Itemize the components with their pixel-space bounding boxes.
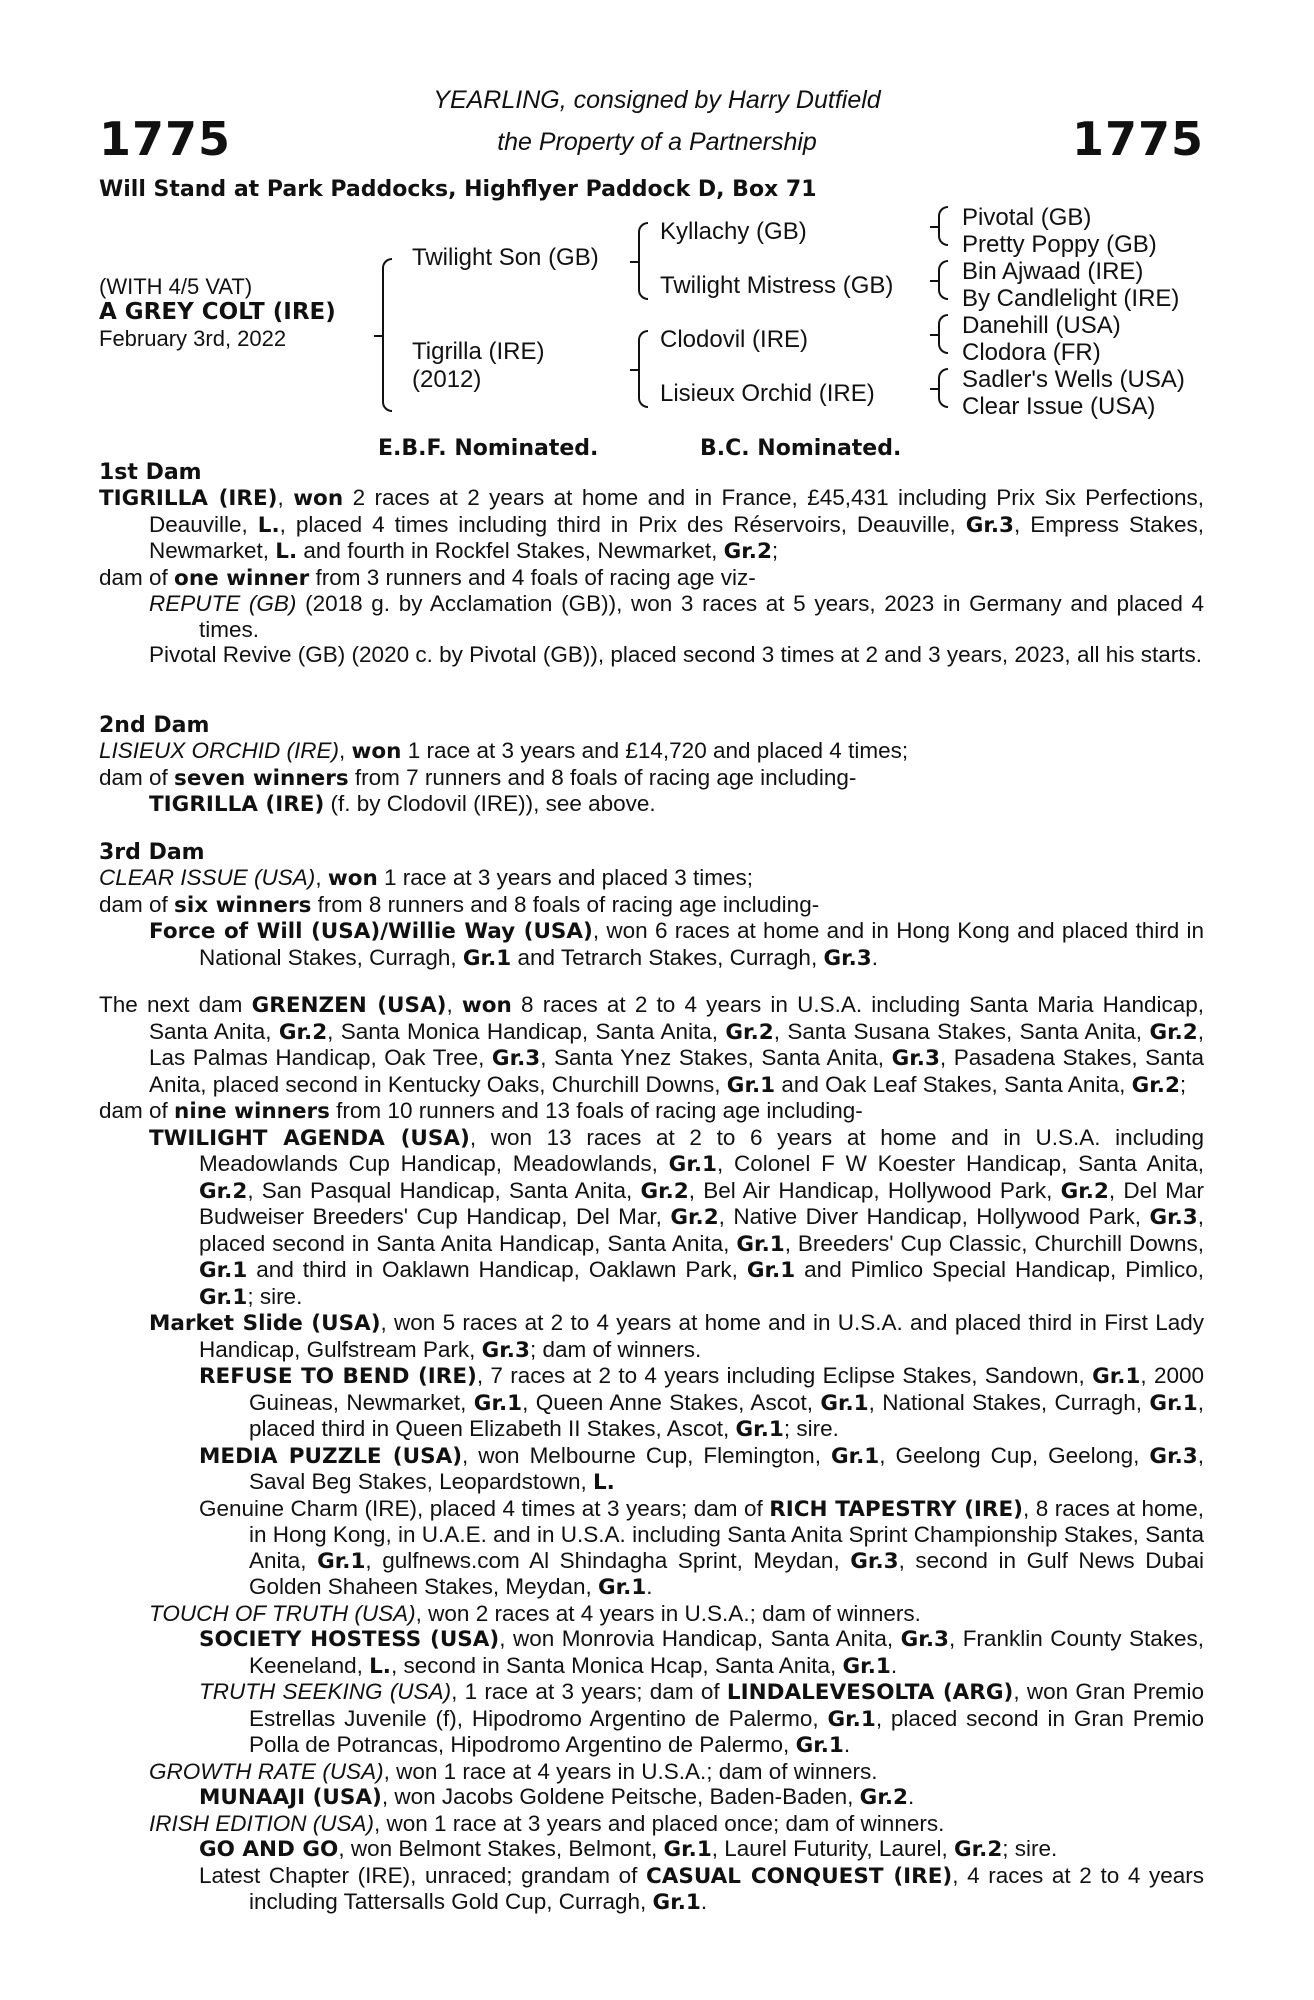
horse-name: A GREY COLT (IRE) bbox=[99, 299, 336, 325]
third-dam-heading: 3rd Dam bbox=[99, 840, 205, 865]
vat-note: (WITH 4/5 VAT) bbox=[99, 274, 253, 299]
pedigree-gen3-4: By Candlelight (IRE) bbox=[962, 285, 1180, 312]
property-line: the Property of a Partnership bbox=[497, 128, 817, 156]
consignor-line: YEARLING, consigned by Harry Dutfield bbox=[433, 86, 881, 114]
pedigree-gen3-3: Bin Ajwaad (IRE) bbox=[962, 258, 1144, 285]
pedigree-brace-g3-2 bbox=[938, 260, 948, 300]
pedigree-brace-dam bbox=[638, 330, 648, 408]
ebf-nomination: E.B.F. Nominated. bbox=[378, 436, 599, 461]
pedigree-gen3-8: Clear Issue (USA) bbox=[962, 393, 1156, 420]
pedigree-brace-g3-4 bbox=[938, 368, 948, 408]
bc-nomination: B.C. Nominated. bbox=[700, 436, 902, 461]
third-dam-text: CLEAR ISSUE (USA), won 1 race at 3 years and placed 3 times; dam of six winners from 8 runners and 8 foals of racing age including- Force of Will (USA)/Willie Way (USA), won 6 races at home and in Hong Kong and placed third in National Stakes, Curragh, Gr.1 and Tetrarch Stakes, Curragh, Gr.3. bbox=[99, 865, 1204, 971]
stand-location: Will Stand at Park Paddocks, Highflyer Paddock D, Box 71 bbox=[99, 177, 817, 202]
lot-number-right: 1775 bbox=[1071, 112, 1204, 166]
second-dam-heading: 2nd Dam bbox=[99, 713, 210, 738]
pedigree-gen2-4: Lisieux Orchid (IRE) bbox=[660, 380, 875, 407]
next-dam-label: The next dam bbox=[99, 992, 243, 1017]
pedigree-brace-sire bbox=[638, 222, 648, 300]
dam-year: (2012) bbox=[412, 366, 482, 393]
next-dam-text: The next dam GRENZEN (USA), won 8 races at 2 to 4 years in U.S.A. including Santa Maria Handicap, Santa Anita, Gr.2, Santa Monica Handicap, Santa Anita, Gr.2, Santa Susana Stakes, Santa Anita, Gr.2, Las Palmas Handicap, Oak Tree, Gr.3, Santa Ynez Stakes, Santa Anita, Gr.3, Pasadena Stakes, Santa Anita, placed second in Kentucky Oaks, Churchill Downs, Gr.1 and Oak Leaf Stakes, Santa Anita, Gr.2; dam of nine winners from 10 runners and 13 foals of racing age including- TWILIGHT AGENDA (USA), won 13 races at 2 to 6 years at home and in U.S.A. including Meadowlands Cup Handicap, Meadowlands, Gr.1, Colonel F W Koester Handicap, Santa Anita, Gr.2, San Pasqual Handicap, Santa Anita, Gr.2, Bel Air Handicap, Hollywood Park, Gr.2, Del Mar Budweiser Breeders' Cup Handicap, Del Mar, Gr.2, Native Diver Handicap, Hollywood Park, Gr.3, placed second in Santa Anita Handicap, Santa Anita, Gr.1, Breeders' Cup Classic, Churchill Downs, Gr.1 and third in Oaklawn Handicap, Oaklawn Park, Gr.1 and Pimlico Special Handicap, Pimlico, Gr.1; sire. Market Slide (USA), won 5 races at 2 to 4 years at home and in U.S.A. and placed third in First Lady Handicap, Gulfstream Park, Gr.3; dam of winners. REFUSE TO BEND (IRE), 7 races at 2 to 4 years including Eclipse Stakes, Sandown, Gr.1, 2000 Guineas, Newmarket, Gr.1, Queen Anne Stakes, Ascot, Gr.1, National Stakes, Curragh, Gr.1, placed third in Queen Elizabeth II Stakes, Ascot, Gr.1; sire. MEDIA PUZZLE (USA), won Melbourne Cup, Flemington, Gr.1, Geelong Cup, Geelong, Gr.3, Saval Beg Stakes, Leopardstown, L. Genuine Charm (IRE), placed 4 times at 3 years; dam of RICH TAPESTRY (IRE), 8 races at home, in Hong Kong, in U.A.E. and in U.S.A. including Santa Anita Sprint Championship Stakes, Santa Anita, Gr.1, gulfnews.com Al Shindagha Sprint, Meydan, Gr.3, second in Gulf News Dubai Golden Shaheen Stakes, Meydan, Gr.1. TOUCH OF TRUTH (USA), won 2 races at 4 years in U.S.A.; dam of winners. SOCIETY HOSTESS (USA), won Monrovia Handicap, Santa Anita, Gr.3, Franklin County Stakes, Keeneland, L., second in Santa Monica Hcap, Santa Anita, Gr.1. TRUTH SEEKING (USA), 1 race at 3 years; dam of LINDALEVESOLTA (ARG), won Gran Premio Estrellas Juvenile (f), Hipodromo Argentino de Palermo, Gr.1, placed second in Gran Premio Polla de Potrancas, Hipodromo Argentino de Palermo, Gr.1. GROWTH RATE (USA), won 1 race at 4 years in U.S.A.; dam of winners. MUNAAJI (USA), won Jacobs Goldene Peitsche, Baden-Baden, Gr.2. IRISH EDITION (USA), won 1 race at 3 years and placed once; dam of winners. GO AND GO, won Belmont Stakes, Belmont, Gr.1, Laurel Futurity, Laurel, Gr.2; sire. Latest Chapter (IRE), unraced; grandam of CASUAL CONQUEST (IRE), 4 races at 2 to 4 years including Tattersalls Gold Cup, Curragh, Gr.1. bbox=[99, 992, 1205, 1915]
pedigree-gen3-1: Pivotal (GB) bbox=[962, 204, 1092, 231]
first-dam-heading: 1st Dam bbox=[99, 460, 202, 485]
lot-number-left: 1775 bbox=[99, 112, 232, 166]
pedigree-gen2-2: Twilight Mistress (GB) bbox=[660, 272, 894, 299]
second-dam-text: LISIEUX ORCHID (IRE), won 1 race at 3 years and £14,720 and placed 4 times; dam of seven winners from 7 runners and 8 foals of racing age including- TIGRILLA (IRE) (f. by Clodovil (IRE)), see above. bbox=[99, 738, 909, 817]
pedigree-brace-main bbox=[382, 258, 392, 412]
pedigree-gen3-5: Danehill (USA) bbox=[962, 312, 1121, 339]
dam-name: Tigrilla (IRE) bbox=[412, 338, 545, 365]
pedigree-gen2-1: Kyllachy (GB) bbox=[660, 218, 807, 245]
pedigree-gen3-6: Clodora (FR) bbox=[962, 339, 1101, 366]
pedigree-gen3-2: Pretty Poppy (GB) bbox=[962, 231, 1157, 258]
sire-name: Twilight Son (GB) bbox=[412, 244, 599, 271]
pedigree-brace-g3-1 bbox=[938, 206, 948, 246]
pedigree-gen3-7: Sadler's Wells (USA) bbox=[962, 366, 1185, 393]
first-dam-text: TIGRILLA (IRE), won 2 races at 2 years at home and in France, £45,431 including Prix Six Perfections, Deauville, L., placed 4 times including third in Prix des Réservoirs, Deauville, Gr.3, Empress Stakes, Newmarket, L. and fourth in Rockfel Stakes, Newmarket, Gr.2; dam of one winner from 3 runners and 4 foals of racing age viz- REPUTE (GB) (2018 g. by Acclamation (GB)), won 3 races at 5 years, 2023 in Germany and placed 4 times. Pivotal Revive (GB) (2020 c. by Pivotal (GB)), placed second 3 times at 2 and 3 years, 2023, all his starts. bbox=[99, 485, 1204, 667]
foaling-date: February 3rd, 2022 bbox=[99, 326, 287, 351]
pedigree-gen2-3: Clodovil (IRE) bbox=[660, 326, 809, 353]
pedigree-brace-g3-3 bbox=[938, 314, 948, 354]
